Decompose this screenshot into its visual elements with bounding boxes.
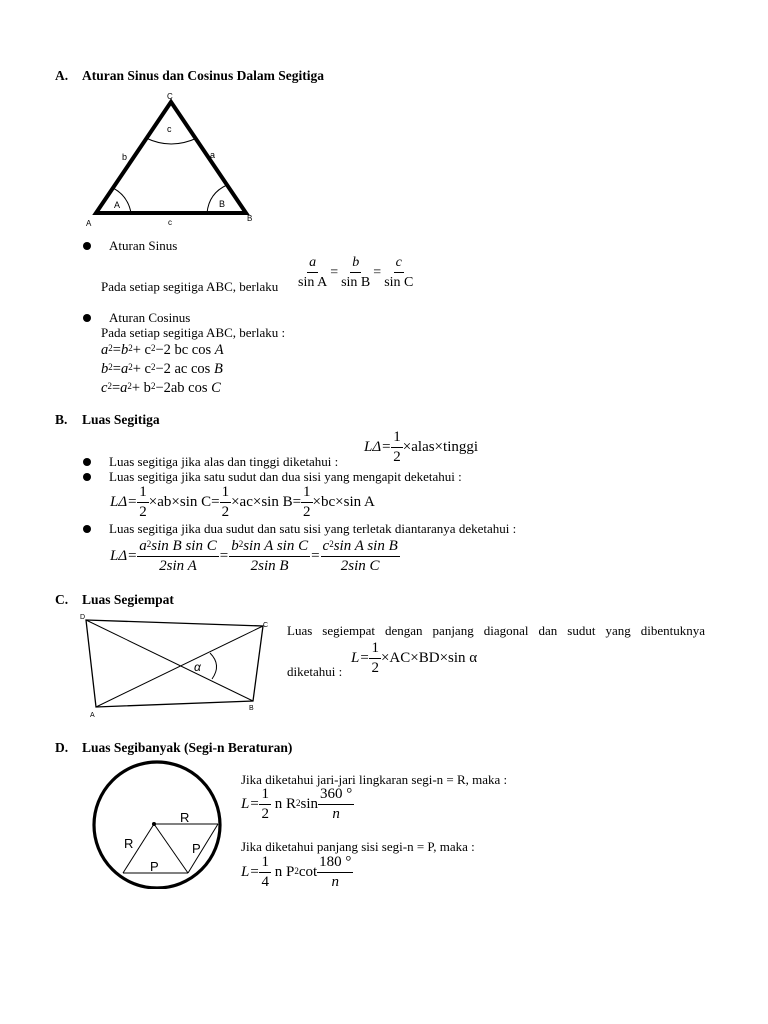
vertex-a-label: A xyxy=(90,712,95,719)
fraction xyxy=(391,429,403,466)
polygon-radius-text: Jika diketahui jari-jari lingkaran segi-n = R, maka : xyxy=(241,772,508,787)
quadrilateral-description: Luas segiempat dengan panjang diagonal dan sudut yang dibentuknya xyxy=(287,623,705,638)
equals-sign: = xyxy=(219,548,229,564)
radius-label: R xyxy=(124,836,134,851)
sinus-intro-text: Pada setiap segitiga ABC, berlaku xyxy=(101,279,279,294)
section-letter: A. xyxy=(55,68,69,83)
numerator: b xyxy=(352,255,360,270)
denominator: 2 xyxy=(371,660,379,676)
angle-a-label: A xyxy=(114,200,121,210)
side-c-label: c xyxy=(168,218,172,227)
bullet-dot xyxy=(83,525,91,533)
numerator: 1 xyxy=(301,484,313,503)
bullet-dot xyxy=(83,473,91,481)
formula-lhs: LΔ= xyxy=(110,548,138,564)
fraction xyxy=(259,854,271,891)
cosine-line-a: $a^2=b^2+ c^2-2$ bc cos A xyxy=(101,342,224,358)
vertex-c-label: C xyxy=(167,92,173,101)
fraction xyxy=(339,254,372,291)
numerator: 1 xyxy=(259,854,271,873)
area-sas-formula xyxy=(110,484,375,521)
quadrilateral-area-formula xyxy=(351,640,477,677)
denominator: 2 xyxy=(139,504,147,520)
quadrilateral-figure xyxy=(76,611,276,719)
formula-term: ×bc×sin A xyxy=(312,494,375,510)
denominator: 2 xyxy=(261,806,269,822)
numerator: 360 ° xyxy=(318,786,354,805)
bullet-dot xyxy=(83,314,91,322)
formula-lhs: LΔ= xyxy=(110,494,138,510)
formula-lhs: L= xyxy=(241,796,260,812)
section-d-heading xyxy=(55,740,292,756)
fraction xyxy=(369,640,381,677)
denominator: 2 xyxy=(393,449,401,465)
formula-rest: ×AC×BD×sin α xyxy=(380,650,478,666)
polygon-area-radius-formula: L= $\frac{1}{2}$ n R $^2$ sin $\frac{360 ^\circ}{n}$ xyxy=(241,786,353,822)
quadrilateral-known-text: diketahui : xyxy=(287,664,343,679)
aturan-cosinus-label: Aturan Cosinus xyxy=(109,310,191,325)
denominator: n xyxy=(332,806,340,822)
fraction xyxy=(301,484,313,521)
formula-term: n R xyxy=(274,796,296,812)
numerator: 1 xyxy=(220,484,232,503)
numerator: a xyxy=(309,255,317,270)
fraction xyxy=(296,254,329,291)
sine-rule-formula: $\frac{a}{\text{sin A}}$ = $\frac{b}{\text{sin B}}$ = $\frac{c}{\text{sin C}}$ xyxy=(298,255,414,290)
fraction xyxy=(318,786,354,823)
area-asa-formula xyxy=(110,538,400,575)
formula-term: ×ab×sin C= xyxy=(148,494,220,510)
vertex-b-label: B xyxy=(249,705,254,712)
bullet-asa-text: Luas segitiga jika dua sudut dan satu sisi yang terletak diantaranya deketahui : xyxy=(109,521,517,536)
numerator: 180 ° xyxy=(317,854,353,873)
fraction xyxy=(317,854,353,891)
formula-lhs: L= xyxy=(241,864,260,880)
numerator: 1 xyxy=(369,640,381,659)
fraction: $\frac{c^2\sin A \sin B}{\text{2sin C}}$ xyxy=(322,538,398,574)
fraction: $\frac{a^2\sin B \sin C}{\text{2sin A}}$ xyxy=(139,538,217,574)
section-letter: B. xyxy=(55,412,68,427)
bullet-base-height-text: Luas segitiga jika alas dan tinggi diketahui : xyxy=(109,454,339,469)
section-b-heading xyxy=(55,412,160,428)
bullet-sas-text: Luas segitiga jika satu sudut dan dua sisi yang mengapit deketahui : xyxy=(109,469,462,484)
cosine-rule-lines xyxy=(101,341,224,398)
function-name: sin xyxy=(300,796,318,812)
polygon-side-text: Jika diketahui panjang sisi segi-n = P, maka : xyxy=(241,839,475,854)
section-title: Luas Segibanyak (Segi-n Beraturan) xyxy=(82,740,293,755)
numerator: 1 xyxy=(259,786,271,805)
fraction xyxy=(137,484,149,521)
denominator: sin C xyxy=(384,275,414,290)
denominator: 2 xyxy=(221,504,230,520)
side-label: P xyxy=(192,841,201,856)
numerator: c xyxy=(395,255,402,270)
triangle-abc-figure xyxy=(80,88,260,230)
fraction xyxy=(382,254,415,291)
cosine-line-c: $c^2=a^2+ b^2-2ab$ cos C xyxy=(101,380,221,396)
vertex-b-label: B xyxy=(247,214,253,223)
formula-term: n P xyxy=(274,864,295,880)
section-letter: D. xyxy=(55,740,69,755)
alpha-label: α xyxy=(194,660,201,674)
denominator: 4 xyxy=(261,874,269,890)
denominator: sin B xyxy=(341,275,371,290)
function-name: cot xyxy=(298,864,318,880)
bullet-dot xyxy=(83,458,91,466)
section-title: Luas Segiempat xyxy=(82,592,174,607)
vertex-c-label: C xyxy=(263,622,269,629)
fraction: $\frac{b^2\sin A \sin C}{\text{2sin B}}$ xyxy=(231,538,309,574)
vertex-d-label: D xyxy=(80,614,86,621)
numerator: 1 xyxy=(137,484,149,503)
area-base-height-formula xyxy=(364,429,478,466)
section-c-heading xyxy=(55,592,174,608)
regular-polygon-figure xyxy=(86,759,232,889)
section-a-heading xyxy=(55,68,324,84)
bullet-dot xyxy=(83,242,91,250)
side-a-label: a xyxy=(210,150,216,160)
cosinus-intro-text: Pada setiap segitiga ABC, berlaku : xyxy=(101,325,286,340)
fraction xyxy=(259,786,271,823)
denominator: n xyxy=(331,874,340,890)
aturan-sinus-label: Aturan Sinus xyxy=(109,238,178,253)
section-letter: C. xyxy=(55,592,69,607)
polygon-area-side-formula: L= $\frac{1}{4}$ n P $^2$ cot $\frac{180 ^\circ}{n}$ xyxy=(241,854,352,890)
denominator: sin A xyxy=(298,275,328,290)
radius-label: R xyxy=(180,810,190,825)
side-label: P xyxy=(150,859,159,874)
denominator: 2 xyxy=(303,504,311,520)
side-b-label: b xyxy=(122,152,128,162)
numerator: 1 xyxy=(391,429,403,448)
section-title: Luas Segitiga xyxy=(82,412,160,427)
formula-lhs: LΔ= xyxy=(364,439,392,455)
formula-rest: ×alas×tinggi xyxy=(402,439,479,455)
section-title: Aturan Sinus dan Cosinus Dalam Segitiga xyxy=(82,68,324,83)
angle-b-label: B xyxy=(219,199,226,209)
angle-c-label: c xyxy=(167,124,172,134)
formula-term: ×ac×sin B= xyxy=(231,494,302,510)
fraction xyxy=(220,484,232,521)
formula-lhs: L= xyxy=(351,650,370,666)
vertex-a-label: A xyxy=(86,219,92,228)
equals-sign: = xyxy=(311,548,320,564)
cosine-line-b: $b^2=a^2+ c^2-2$ ac cos B xyxy=(101,361,223,377)
